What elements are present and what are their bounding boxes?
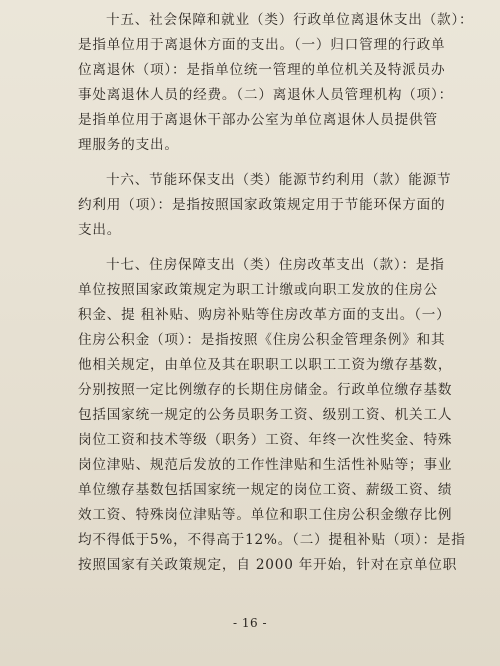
text-line: 他相关规定，由单位及其在职职工以职工工资为缴存基数， (78, 357, 453, 373)
text-line: 按照国家有关政策规定，自 2000 年开始，针对在京单位职 (78, 557, 458, 573)
text-line: 是指单位用于离退休方面的支出。（一）归口管理的行政单 (78, 37, 446, 53)
text-line: 包括国家统一规定的公务员职务工资、级别工资、机关工人 (78, 407, 453, 423)
text-line: 住房公积金（项）：是指按照《住房公积金管理条例》和其 (78, 332, 446, 348)
text-line: 积金、提 租补贴、购房补贴等住房改革方面的支出。（一） (78, 307, 451, 323)
text-line: 十七、住房保障支出（类）住房改革支出（款）：是指 (106, 257, 445, 273)
page-number: - 16 - (232, 616, 267, 630)
paragraph-section-16 (78, 168, 470, 243)
text-line: 岗位津贴、规范后发放的工作性津贴和生活性补贴等；事业 (78, 457, 453, 473)
text-line: 十六、节能环保支出（类）能源节约利用（款）能源节 (106, 172, 452, 188)
paragraph-section-17 (78, 253, 470, 578)
text-line: 效工资、特殊岗位津贴等。单位和职工住房公积金缴存比例 (78, 507, 453, 523)
text-line: 约利用（项）：是指按照国家政策规定用于节能环保方面的 (78, 197, 446, 213)
text-line: 分别按照一定比例缴存的长期住房储金。行政单位缴存基数 (78, 382, 453, 398)
text-line: 单位缴存基数包括国家统一规定的岗位工资、薪级工资、绩 (78, 482, 453, 498)
text-line: 事处离退休人员的经费。（二）离退休人员管理机构（项）： (78, 87, 454, 103)
text-line: 均不得低于5%，不得高于12%。（二）提租补贴（项）：是指 (78, 532, 466, 548)
text-line: 岗位工资和技术等级（职务）工资、年终一次性奖金、特殊 (78, 432, 453, 448)
document-body (78, 8, 474, 588)
text-line: 位离退休（项）：是指单位统一管理的单位机关及特派员办 (78, 62, 446, 78)
paragraph-section-15 (78, 8, 474, 158)
text-line: 单位按照国家政策规定为职工计缴或向职工发放的住房公 (78, 282, 438, 298)
text-line: 支出。 (78, 222, 122, 238)
text-line: 理服务的支出。 (78, 137, 179, 153)
text-line: 十五、社会保障和就业（类）行政单位离退休支出（款）： (106, 12, 474, 28)
text-line: 是指单位用于离退休干部办公室为单位离退休人员提供管 (78, 112, 438, 128)
